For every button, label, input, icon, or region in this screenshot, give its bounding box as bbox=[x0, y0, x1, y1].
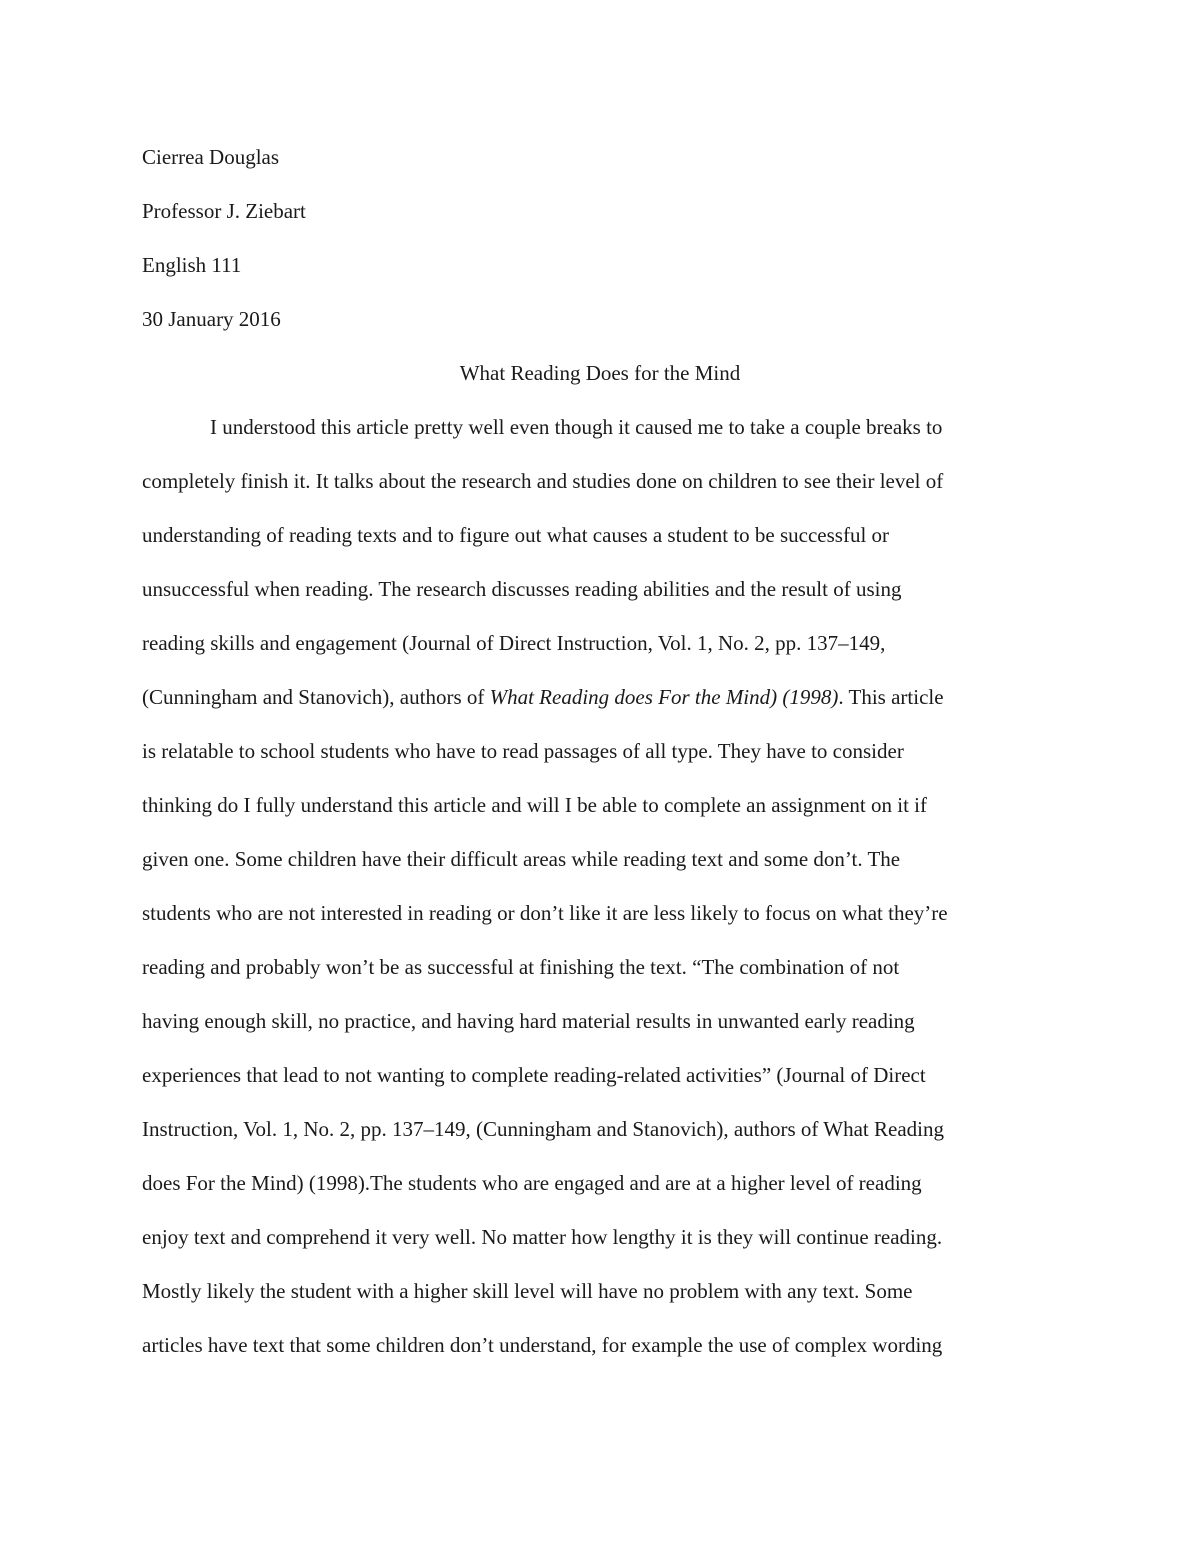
body-line-15: does For the Mind) (1998).The students who are engaged and are at a higher level of reading bbox=[142, 1171, 922, 1195]
body-line-18: articles have text that some children don’t understand, for example the use of complex wording bbox=[142, 1333, 943, 1357]
body-line-4: unsuccessful when reading. The research discusses reading abilities and the result of using bbox=[142, 577, 902, 601]
body-line-5: reading skills and engagement (Journal of Direct Instruction, Vol. 1, No. 2, pp. 137–149, bbox=[142, 631, 886, 655]
body-line-1: I understood this article pretty well even though it caused me to take a couple breaks to bbox=[210, 415, 943, 439]
body-line-6-pre: (Cunningham and Stanovich), authors of bbox=[142, 685, 490, 709]
body-line-8: thinking do I fully understand this article and will I be able to complete an assignment on it if bbox=[142, 793, 927, 817]
body-line-16: enjoy text and comprehend it very well. No matter how lengthy it is they will continue reading. bbox=[142, 1225, 943, 1249]
body-line-10: students who are not interested in reading or don’t like it are less likely to focus on what they’re bbox=[142, 901, 948, 925]
body-line-2: completely finish it. It talks about the research and studies done on children to see their level of bbox=[142, 469, 944, 493]
course-name: English 111 bbox=[142, 253, 242, 277]
body-line-7: is relatable to school students who have to read passages of all type. They have to consider bbox=[142, 739, 904, 763]
body-line-13: experiences that lead to not wanting to complete reading-related activities” (Journal of Direct bbox=[142, 1063, 926, 1087]
body-line-6 bbox=[142, 683, 944, 711]
body-line-6-post: . This article bbox=[838, 685, 944, 709]
student-name: Cierrea Douglas bbox=[142, 145, 280, 169]
body-line-12: having enough skill, no practice, and having hard material results in unwanted early reading bbox=[142, 1009, 915, 1033]
body-line-9: given one. Some children have their difficult areas while reading text and some don’t. The bbox=[142, 847, 901, 871]
body-line-17: Mostly likely the student with a higher skill level will have no problem with any text. Some bbox=[142, 1279, 913, 1303]
essay-title: What Reading Does for the Mind bbox=[459, 361, 741, 385]
body-line-6-italic-title: What Reading does For the Mind) (1998) bbox=[489, 685, 839, 709]
body-line-11: reading and probably won’t be as successful at finishing the text. “The combination of not bbox=[142, 955, 900, 979]
body-line-14: Instruction, Vol. 1, No. 2, pp. 137–149, (Cunningham and Stanovich), authors of What Reading bbox=[142, 1117, 944, 1141]
body-line-3: understanding of reading texts and to figure out what causes a student to be successful or bbox=[142, 523, 890, 547]
date-line: 30 January 2016 bbox=[142, 307, 281, 331]
professor-name: Professor J. Ziebart bbox=[142, 199, 306, 223]
